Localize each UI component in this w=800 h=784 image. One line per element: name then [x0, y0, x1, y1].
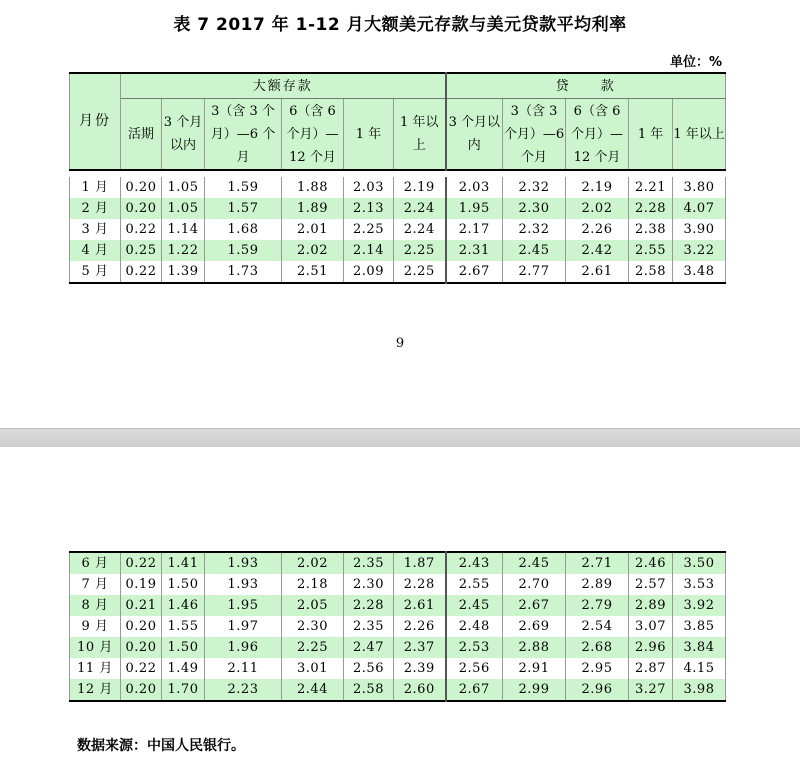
loan-rate-cell: 2.57: [629, 574, 673, 595]
deposit-rate-cell: 1.93: [205, 574, 282, 595]
deposit-rate-cell: 0.20: [121, 616, 162, 637]
deposit-rate-cell: 1.14: [162, 219, 205, 240]
loan-rate-cell: 3.22: [673, 240, 726, 261]
table-row: [70, 658, 726, 679]
loan-rate-cell: 2.70: [503, 574, 566, 595]
deposit-rate-cell: 1.95: [205, 595, 282, 616]
month-cell: 1 月: [70, 177, 121, 198]
loan-rate-cell: 2.68: [566, 637, 629, 658]
deposit-rate-cell: 2.24: [394, 198, 446, 219]
loan-rate-cell: 2.61: [566, 261, 629, 283]
table-body-page-1: [69, 177, 726, 284]
loan-rate-cell: 2.54: [566, 616, 629, 637]
deposit-rate-cell: 1.39: [162, 261, 205, 283]
deposit-rate-cell: 0.22: [121, 658, 162, 679]
deposit-rate-cell: 2.14: [344, 240, 394, 261]
loan-rate-cell: 2.45: [503, 552, 566, 574]
deposit-rate-cell: 2.24: [394, 219, 446, 240]
deposit-col-header: 3 个月以内: [162, 99, 205, 171]
page-gap: [0, 428, 800, 448]
loan-rate-cell: 3.27: [629, 679, 673, 701]
loan-rate-cell: 2.96: [566, 679, 629, 701]
deposit-rate-cell: 0.20: [121, 679, 162, 701]
deposit-rate-cell: 2.11: [205, 658, 282, 679]
loan-rate-cell: 2.31: [446, 240, 503, 261]
deposit-group-header: 大额存款: [121, 73, 446, 99]
deposit-rate-cell: 2.30: [344, 574, 394, 595]
loan-rate-cell: 4.15: [673, 658, 726, 679]
loan-rate-cell: 3.92: [673, 595, 726, 616]
loan-col-header: 6（含 6 个月）—12 个月: [566, 99, 629, 171]
table-title: 表 7 2017 年 1-12 月大额美元存款与美元贷款平均利率: [173, 15, 627, 35]
table-row: [70, 552, 726, 574]
deposit-rate-cell: 1.55: [162, 616, 205, 637]
table-row: [70, 240, 726, 261]
loan-rate-cell: 3.48: [673, 261, 726, 283]
table-row: [70, 679, 726, 701]
table-row: [70, 219, 726, 240]
deposit-rate-cell: 2.35: [344, 616, 394, 637]
deposit-rate-cell: 2.37: [394, 637, 446, 658]
loan-rate-cell: 2.69: [503, 616, 566, 637]
loan-rate-cell: 3.80: [673, 177, 726, 198]
deposit-rate-cell: 1.68: [205, 219, 282, 240]
month-cell: 8 月: [70, 595, 121, 616]
loan-rate-cell: 2.58: [629, 261, 673, 283]
deposit-rate-cell: 0.20: [121, 637, 162, 658]
deposit-rate-cell: 1.87: [394, 552, 446, 574]
loan-rate-cell: 2.56: [446, 658, 503, 679]
deposit-rate-cell: 0.19: [121, 574, 162, 595]
loan-rate-cell: 2.67: [503, 595, 566, 616]
loan-rate-cell: 3.50: [673, 552, 726, 574]
loan-rate-cell: 2.32: [503, 177, 566, 198]
loan-group-header: 贷 款: [446, 73, 726, 99]
deposit-rate-cell: 2.28: [344, 595, 394, 616]
loan-rate-cell: 2.55: [446, 574, 503, 595]
month-cell: 6 月: [70, 552, 121, 574]
loan-rate-cell: 3.07: [629, 616, 673, 637]
unit-label: 单位：%: [669, 55, 722, 70]
deposit-rate-cell: 1.73: [205, 261, 282, 283]
loan-rate-cell: 2.89: [566, 574, 629, 595]
table-row: [70, 177, 726, 198]
table-body-page-2: [69, 551, 726, 702]
table-row: [70, 261, 726, 283]
deposit-rate-cell: 0.25: [121, 240, 162, 261]
deposit-rate-cell: 0.22: [121, 219, 162, 240]
loan-rate-cell: 2.32: [503, 219, 566, 240]
deposit-rate-cell: 1.59: [205, 177, 282, 198]
deposit-rate-cell: 2.02: [282, 240, 344, 261]
deposit-rate-cell: 2.58: [344, 679, 394, 701]
loan-rate-cell: 2.77: [503, 261, 566, 283]
loan-col-header: 3（含 3 个月）—6 个月: [503, 99, 566, 171]
deposit-rate-cell: 2.25: [394, 240, 446, 261]
loan-rate-cell: 2.28: [629, 198, 673, 219]
loan-rate-cell: 2.87: [629, 658, 673, 679]
loan-rate-cell: 3.90: [673, 219, 726, 240]
deposit-rate-cell: 0.20: [121, 198, 162, 219]
loan-rate-cell: 2.30: [503, 198, 566, 219]
deposit-rate-cell: 2.47: [344, 637, 394, 658]
loan-rate-cell: 3.84: [673, 637, 726, 658]
deposit-rate-cell: 2.25: [282, 637, 344, 658]
loan-rate-cell: 2.95: [566, 658, 629, 679]
deposit-rate-cell: 0.20: [121, 177, 162, 198]
deposit-col-header: 6（含 6 个月）—12 个月: [282, 99, 344, 171]
deposit-rate-cell: 2.61: [394, 595, 446, 616]
deposit-rate-cell: 2.39: [394, 658, 446, 679]
table-row: [70, 574, 726, 595]
month-header: 月份: [70, 73, 121, 170]
deposit-rate-cell: 1.41: [162, 552, 205, 574]
deposit-rate-cell: 2.28: [394, 574, 446, 595]
deposit-col-header: 活期: [121, 99, 162, 171]
loan-rate-cell: 2.42: [566, 240, 629, 261]
loan-rate-cell: 2.55: [629, 240, 673, 261]
deposit-rate-cell: 2.01: [282, 219, 344, 240]
deposit-rate-cell: 1.50: [162, 574, 205, 595]
loan-rate-cell: 2.21: [629, 177, 673, 198]
loan-col-header: 3 个月以内: [446, 99, 503, 171]
table-row: [70, 198, 726, 219]
deposit-rate-cell: 1.57: [205, 198, 282, 219]
loan-rate-cell: 2.38: [629, 219, 673, 240]
loan-rate-cell: 2.79: [566, 595, 629, 616]
deposit-rate-cell: 2.35: [344, 552, 394, 574]
deposit-rate-cell: 2.13: [344, 198, 394, 219]
deposit-rate-cell: 1.96: [205, 637, 282, 658]
deposit-rate-cell: 2.23: [205, 679, 282, 701]
loan-rate-cell: 2.45: [503, 240, 566, 261]
month-cell: 7 月: [70, 574, 121, 595]
deposit-rate-cell: 2.60: [394, 679, 446, 701]
deposit-rate-cell: 1.49: [162, 658, 205, 679]
loan-rate-cell: 1.95: [446, 198, 503, 219]
loan-col-header: 1 年以上: [673, 99, 726, 171]
deposit-rate-cell: 0.22: [121, 552, 162, 574]
month-cell: 5 月: [70, 261, 121, 283]
table-row: [70, 595, 726, 616]
loan-rate-cell: 2.89: [629, 595, 673, 616]
deposit-rate-cell: 3.01: [282, 658, 344, 679]
month-cell: 3 月: [70, 219, 121, 240]
table-row: [70, 616, 726, 637]
month-cell: 2 月: [70, 198, 121, 219]
deposit-rate-cell: 2.44: [282, 679, 344, 701]
deposit-rate-cell: 0.22: [121, 261, 162, 283]
deposit-rate-cell: 2.02: [282, 552, 344, 574]
loan-rate-cell: 2.17: [446, 219, 503, 240]
deposit-col-header: 3（含 3 个月）—6 个月: [205, 99, 282, 171]
deposit-rate-cell: 2.30: [282, 616, 344, 637]
loan-rate-cell: 2.96: [629, 637, 673, 658]
loan-rate-cell: 2.53: [446, 637, 503, 658]
month-cell: 9 月: [70, 616, 121, 637]
month-cell: 10 月: [70, 637, 121, 658]
table-header: [69, 72, 726, 171]
loan-rate-cell: 3.53: [673, 574, 726, 595]
deposit-rate-cell: 0.21: [121, 595, 162, 616]
loan-rate-cell: 2.03: [446, 177, 503, 198]
deposit-col-header: 1 年: [344, 99, 394, 171]
loan-rate-cell: 2.99: [503, 679, 566, 701]
deposit-rate-cell: 2.25: [344, 219, 394, 240]
deposit-rate-cell: 2.56: [344, 658, 394, 679]
deposit-rate-cell: 1.70: [162, 679, 205, 701]
loan-rate-cell: 3.98: [673, 679, 726, 701]
deposit-rate-cell: 2.18: [282, 574, 344, 595]
loan-rate-cell: 2.19: [566, 177, 629, 198]
deposit-rate-cell: 1.59: [205, 240, 282, 261]
loan-rate-cell: 2.67: [446, 261, 503, 283]
deposit-rate-cell: 2.26: [394, 616, 446, 637]
loan-rate-cell: 2.71: [566, 552, 629, 574]
deposit-rate-cell: 2.25: [394, 261, 446, 283]
deposit-rate-cell: 2.19: [394, 177, 446, 198]
deposit-col-header: 1 年以上: [394, 99, 446, 171]
deposit-rate-cell: 1.88: [282, 177, 344, 198]
deposit-rate-cell: 1.50: [162, 637, 205, 658]
month-cell: 11 月: [70, 658, 121, 679]
deposit-rate-cell: 2.03: [344, 177, 394, 198]
month-cell: 12 月: [70, 679, 121, 701]
loan-rate-cell: 2.43: [446, 552, 503, 574]
deposit-rate-cell: 1.89: [282, 198, 344, 219]
loan-rate-cell: 2.91: [503, 658, 566, 679]
loan-rate-cell: 2.46: [629, 552, 673, 574]
loan-rate-cell: 2.88: [503, 637, 566, 658]
page-number: 9: [395, 336, 405, 351]
loan-rate-cell: 3.85: [673, 616, 726, 637]
loan-rate-cell: 4.07: [673, 198, 726, 219]
deposit-rate-cell: 1.22: [162, 240, 205, 261]
loan-rate-cell: 2.26: [566, 219, 629, 240]
loan-rate-cell: 2.45: [446, 595, 503, 616]
deposit-rate-cell: 2.05: [282, 595, 344, 616]
deposit-rate-cell: 1.46: [162, 595, 205, 616]
loan-rate-cell: 2.48: [446, 616, 503, 637]
loan-rate-cell: 2.67: [446, 679, 503, 701]
month-cell: 4 月: [70, 240, 121, 261]
deposit-rate-cell: 1.05: [162, 198, 205, 219]
deposit-rate-cell: 1.93: [205, 552, 282, 574]
table-row: [70, 637, 726, 658]
data-source-note: 数据来源：中国人民银行。: [77, 738, 245, 754]
deposit-rate-cell: 1.97: [205, 616, 282, 637]
deposit-rate-cell: 2.51: [282, 261, 344, 283]
deposit-rate-cell: 1.05: [162, 177, 205, 198]
loan-rate-cell: 2.02: [566, 198, 629, 219]
loan-col-header: 1 年: [629, 99, 673, 171]
deposit-rate-cell: 2.09: [344, 261, 394, 283]
